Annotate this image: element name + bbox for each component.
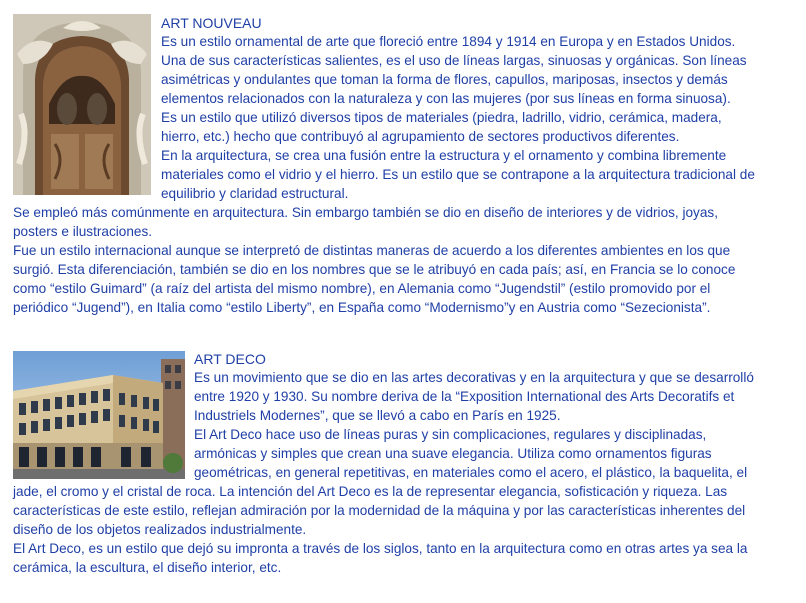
- art-deco-line: cerámica, la escultura, el diseño interior, etc.: [13, 560, 282, 575]
- art-nouveau-line: surgió. Esta diferenciación, también se dio en los nombres que se le atribuyó en cada país; así, en Francia se lo conoce: [13, 262, 736, 277]
- art-nouveau-line: como “estilo Guimard” (a raíz del artista del mismo nombre), en Alemania como “Jugendstil” (estilo promovido por el: [13, 281, 711, 296]
- art-nouveau-line: hierro, etc.) hecho que contribuyó al agrupamiento de sectores productivos diferentes.: [161, 129, 680, 144]
- art-deco-line: El Art Deco, es un estilo que dejó su impronta a través de los siglos, tanto en la arquitectura como en otras artes ya sea la: [13, 541, 748, 556]
- art-nouveau-title: ART NOUVEAU: [161, 15, 262, 31]
- art-deco-line: entre 1920 y 1930. Su nombre deriva de la “Exposition International des Arts Decoratifs et: [194, 389, 735, 404]
- art-nouveau-line: equilibrio y claridad estructural.: [161, 186, 349, 201]
- art-nouveau-line: Fue un estilo internacional aunque se interpretó de distintas maneras de acuerdo a los diferentes ambientes en los que: [13, 243, 731, 258]
- art-deco-line: El Art Deco hace uso de líneas puras y sin complicaciones, regulares y disciplinadas,: [194, 427, 707, 442]
- art-deco-line: diseño de los objetos realizados industrialmente.: [13, 522, 307, 537]
- art-deco-line: geométricas, en general repetitivas, en materiales como el acero, el plástico, la baquelita, el: [194, 465, 748, 480]
- art-nouveau-line: En la arquitectura, se crea una fusión entre la estructura y el ornamento y combina libremente: [161, 148, 727, 163]
- art-nouveau-line: Es un estilo ornamental de arte que floreció entre 1894 y 1914 en Europa y en Estados Unidos.: [161, 34, 736, 49]
- art-deco-line: armónicas y simples que crean una suave elegancia. Utiliza como ornamentos figuras: [194, 446, 712, 461]
- art-nouveau-line: Es un estilo que utilizó diversos tipos de materiales (piedra, ladrillo, vidrio, cerámica, madera,: [161, 110, 722, 125]
- art-deco-line: jade, el cromo y el cristal de roca. La intención del Art Deco es la de representar elegancia, sofisticación y riqueza. Las: [13, 484, 728, 499]
- art-deco-line: características de este estilo, reflejan admiración por la modernidad de la máquina y por las características inherentes del: [13, 503, 746, 518]
- art-nouveau-line: periódico “Jugend”), en Italia como “estilo Liberty”, en España como “Modernismo”y en Austria como “Sezecionista”.: [13, 300, 711, 315]
- art-deco-title: ART DECO: [194, 351, 266, 367]
- art-nouveau-line: materiales como el vidrio y el hierro. Es un estilo que se contrapone a la arquitectura tradicional de: [161, 167, 755, 182]
- art-nouveau-line: elementos relacionados con la naturaleza y con las mujeres (por sus líneas en forma sinuosa).: [161, 91, 731, 106]
- art-nouveau-line: posters e ilustraciones.: [13, 224, 153, 239]
- art-deco-line: Es un movimiento que se dio en las artes decorativas y en la arquitectura y que se desarrolló: [194, 370, 754, 385]
- art-nouveau-line: Se empleó más comúnmente en arquitectura. Sin embargo también se dio en diseño de interiores y de vidrios, joyas,: [13, 205, 718, 220]
- art-nouveau-door-image: [13, 14, 151, 195]
- art-deco-building-image: [13, 351, 185, 479]
- art-nouveau-line: Una de sus características salientes, es el uso de líneas largas, sinuosas y orgánicas. Son líneas: [161, 53, 747, 68]
- art-nouveau-line: asimétricas y ondulantes que toman la forma de flores, capullos, mariposas, insectos y demás: [161, 72, 728, 87]
- art-deco-line: Industriels Modernes”, que se llevó a cabo en París en 1925.: [194, 408, 561, 423]
